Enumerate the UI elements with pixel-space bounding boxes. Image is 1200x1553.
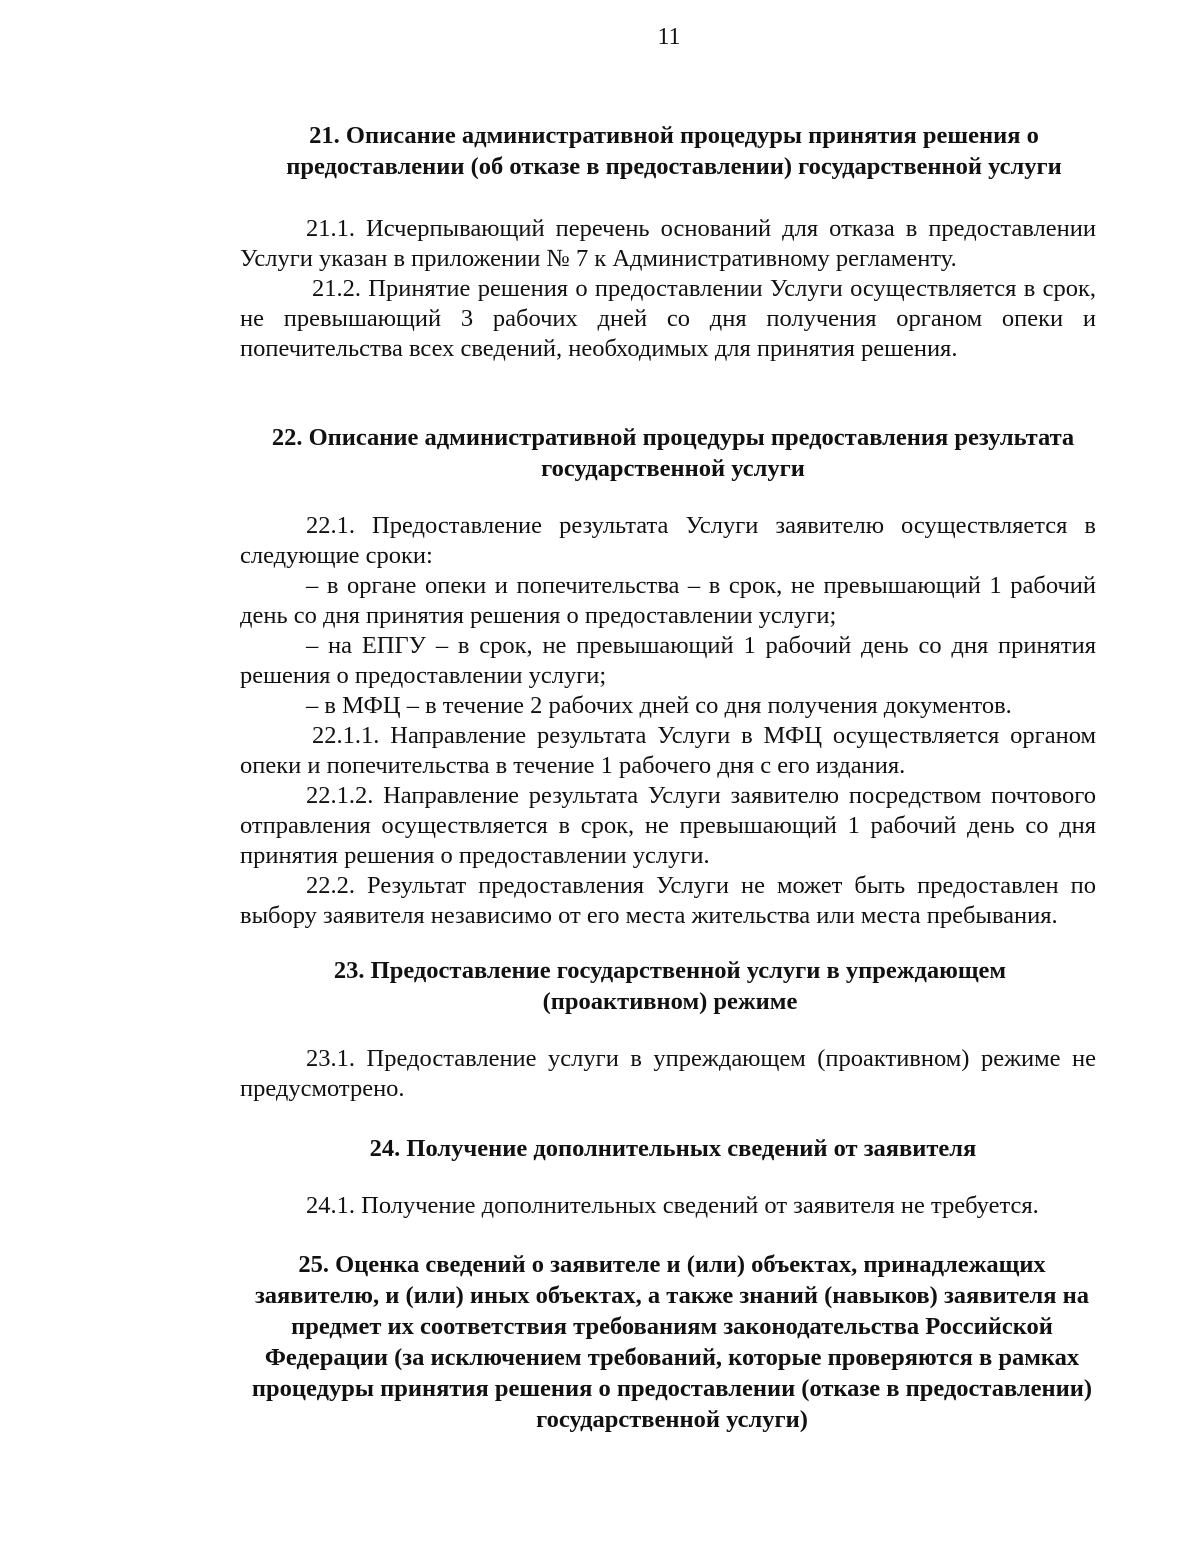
paragraph-21-1: 21.1. Исчерпывающий перечень оснований для отказа в предоставлении Услуги указан в приложении № 7 к Административному регламенту. — [240, 215, 1096, 272]
paragraph-22-1-item-3: – в МФЦ – в течение 2 рабочих дней со дня получения документов. — [306, 692, 1012, 719]
paragraph-22-1-2: 22.1.2. Направление результата Услуги заявителю посредством почтового отправления осуществляется в срок, не превышающий 1 рабочий день со дня принятия решения о предоставлении услуги. — [240, 782, 1096, 869]
section-21-body — [240, 214, 1096, 364]
paragraph-21-2: 21.2. Принятие решения о предоставлении Услуги осуществляется в срок, не превышающий 3 рабочих дней со дня получения органом опеки и попечительства всех сведений, необходимых для принятия решения. — [240, 275, 1096, 362]
paragraph-22-1-item-1: – в органе опеки и попечительства – в срок, не превышающий 1 рабочий день со дня принятия решения о предоставлении услуги; — [240, 572, 1096, 629]
paragraph-22-1-1: 22.1.1. Направление результата Услуги в МФЦ осуществляется органом опеки и попечительства в течение 1 рабочего дня с его издания. — [240, 722, 1096, 779]
paragraph-22-1: 22.1. Предоставление результата Услуги заявителю осуществляется в следующие сроки: — [240, 512, 1096, 569]
paragraph-24-1: 24.1. Получение дополнительных сведений от заявителя не требуется. — [306, 1192, 1039, 1219]
section-22-body — [240, 511, 1096, 931]
paragraph-22-2: 22.2. Результат предоставления Услуги не может быть предоставлен по выбору заявителя независимо от его места жительства или места пребывания. — [240, 872, 1096, 929]
paragraph-23-1: 23.1. Предоставление услуги в упреждающем (проактивном) режиме не предусмотрено. — [240, 1045, 1096, 1102]
section-24-heading: 24. Получение дополнительных сведений от заявителя — [369, 1135, 977, 1162]
section-21-heading: 21. Описание административной процедуры принятия решения о предоставлении (об отказе в предоставлении) государственной услуги — [286, 122, 1062, 180]
section-25-heading: 25. Оценка сведений о заявителе и (или) объектах, принадлежащих заявителю, и (или) иных объектах, а также знаний (навыков) заявителя на предмет их соответствия требованиям законодательства Российской Федерации (за исключением требований, которые проверяются в рамках процедуры принятия решения о предоставлении (отказе в предоставлении) государственной услуги) — [251, 1251, 1093, 1433]
section-22-heading: 22. Описание административной процедуры предоставления результата государственной услуги — [271, 424, 1075, 482]
section-24-body — [240, 1191, 1096, 1221]
section-23-body — [240, 1044, 1096, 1104]
paragraph-22-1-item-2: – на ЕПГУ – в срок, не превышающий 1 рабочий день со дня принятия решения о предоставлении услуги; — [240, 632, 1096, 689]
page-number: 11 — [657, 24, 681, 50]
section-23-heading: 23. Предоставление государственной услуги в упреждающем (проактивном) режиме — [333, 957, 1007, 1015]
